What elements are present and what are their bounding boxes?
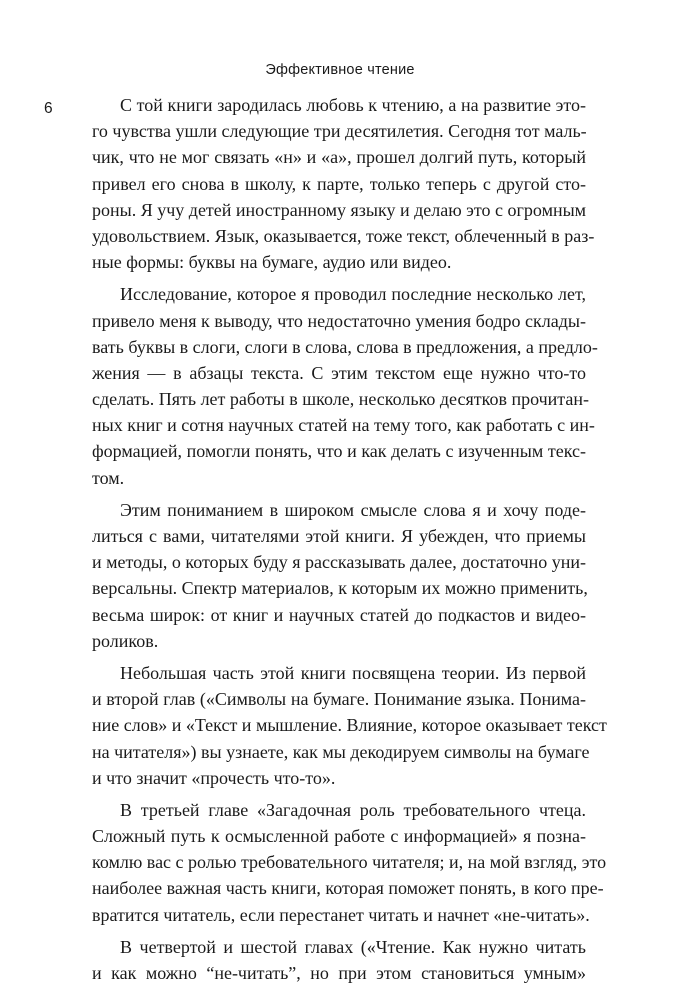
paragraph	[92, 281, 598, 491]
text-line: удовольствием. Язык, оказывается, тоже текст, облеченный в раз-	[92, 225, 595, 246]
text-line: формацией, помогли понять, что и как делать с изученным текс-	[92, 441, 586, 462]
text-line: версальны. Спектр материалов, к которым их можно применить,	[92, 578, 588, 599]
text-line: Исследование, которое я проводил последние несколько лет,	[120, 284, 586, 305]
text-line: В четвертой и шестой главах («Чтение. Как нужно читать	[120, 936, 586, 957]
text-line: сделать. Пять лет работы в школе, несколько десятков прочитан-	[92, 389, 589, 410]
text-line: вратится читатель, если перестанет читать и начнет «не-читать».	[92, 904, 590, 925]
text-line: роликов.	[92, 630, 159, 651]
text-line: на читателя») вы узнаете, как мы декодируем символы на бумаге	[92, 741, 590, 762]
text-line: вать буквы в слоги, слоги в слова, слова в предложения, а предло-	[92, 336, 598, 357]
text-line: и что значит «прочесть что-то».	[92, 767, 336, 788]
text-line: Сложный путь к осмысленной работе с информацией» я позна-	[92, 826, 586, 847]
text-line: ные формы: буквы на бумаге, аудио или видео.	[92, 252, 452, 273]
text-line: наиболее важная часть книги, которая поможет понять, в кого пре-	[92, 878, 604, 899]
text-line: го чувства ушли следующие три десятилетия. Сегодня тот маль-	[92, 121, 587, 142]
text-line: ние слов» и «Текст и мышление. Влияние, которое оказывает текст	[92, 715, 607, 736]
paragraph	[92, 497, 586, 654]
text-line: Этим пониманием в широком смысле слова я и хочу поде-	[120, 499, 586, 520]
page-number: 6	[44, 100, 53, 117]
text-line: и второй глав («Символы на бумаге. Понимание языка. Понима-	[92, 689, 586, 710]
paragraph	[92, 660, 607, 791]
text-line: Небольшая часть этой книги посвящена теории. Из первой	[120, 662, 586, 683]
text-line: привел его снова в школу, к парте, только теперь с другой сто-	[92, 173, 586, 194]
paragraph	[92, 92, 595, 275]
text-line: и как можно “не-читать”, но при этом становиться умным»	[92, 963, 586, 983]
text-line: ных книг и сотня научных статей на тему того, как работать с ин-	[92, 415, 595, 436]
text-line: роны. Я учу детей иностранному языку и делаю это с огромным	[92, 199, 587, 220]
body-text	[92, 92, 607, 992]
paragraph	[92, 797, 607, 928]
text-line: чик, что не мог связать «н» и «а», прошел долгий путь, который	[92, 147, 586, 168]
paragraph	[92, 934, 586, 986]
running-head-title: Эффективное чтение	[265, 62, 415, 78]
text-line: том.	[92, 467, 125, 488]
text-line: жения — в абзацы текста. С этим текстом еще нужно что-то	[92, 362, 586, 383]
text-line: комлю вас с ролью требовательного читателя; и, на мой взгляд, это	[92, 852, 607, 873]
text-line: и методы, о которых буду я рассказывать далее, достаточно уни-	[92, 552, 587, 573]
text-line: привело меня к выводу, что недостаточно умения бодро склады-	[92, 310, 586, 331]
text-line: С той книги зародилась любовь к чтению, а на развитие это-	[120, 95, 586, 115]
text-line: весьма широк: от книг и научных статей до подкастов и видео-	[92, 604, 586, 625]
text-line: литься с вами, читателями этой книги. Я убежден, что приемы	[92, 526, 586, 546]
text-line: В третьей главе «Загадочная роль требовательного чтеца.	[120, 799, 586, 820]
